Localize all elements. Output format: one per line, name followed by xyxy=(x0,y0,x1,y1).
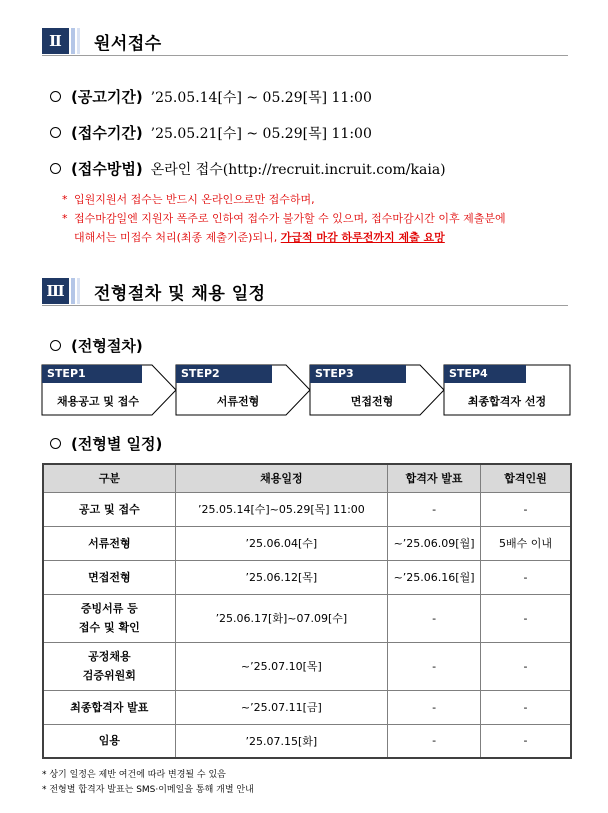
step-text: 채용공고 및 접수 xyxy=(56,395,140,408)
table-row xyxy=(43,492,571,526)
header-announcement: 합격자 발표 xyxy=(388,464,481,492)
row-date: ~’25.07.10[목] xyxy=(175,642,387,690)
row-date: ’25.06.12[목] xyxy=(175,560,387,594)
row-count: - xyxy=(481,492,571,526)
step-tag: STEP3 xyxy=(310,365,406,383)
row-announce: ~’25.06.09[월] xyxy=(388,526,481,560)
row-announce: - xyxy=(388,642,481,690)
step-3 xyxy=(310,365,444,415)
row-count: - xyxy=(481,594,571,642)
table-header-row xyxy=(43,464,571,492)
info-value: ’25.05.21[수] ~ 05.29[목] 11:00 xyxy=(150,125,372,142)
row-category xyxy=(43,594,175,642)
row-date: ’25.06.17[화]~07.09[수] xyxy=(175,594,387,642)
table-row xyxy=(43,560,571,594)
row-category-line: 접수 및 확인 xyxy=(78,621,140,634)
notice-text: 접수마감일엔 지원자 폭주로 인하여 접수가 불가할 수 있으며, 접수마감시간 이후 제출분에 xyxy=(74,212,506,225)
footnote-1: * 상기 일정은 제반 여건에 따라 변경될 수 있음 xyxy=(42,770,226,780)
notice-text: 대해서는 미접수 처리(최종 제출기준)되니, xyxy=(74,231,278,244)
table-row xyxy=(43,594,571,642)
row-category: 면접전형 xyxy=(43,560,175,594)
schedule-heading xyxy=(50,433,162,454)
footnote-2: * 전형별 합격자 발표는 SMS·이메일을 통해 개별 안내 xyxy=(42,785,254,795)
row-date: ~’25.07.11[금] xyxy=(175,690,387,724)
urgent-notice: 가급적 마감 하루전까지 제출 요망 xyxy=(280,231,445,244)
row-count: - xyxy=(481,560,571,594)
bullet-circle-icon xyxy=(50,438,61,449)
table-row xyxy=(43,690,571,724)
info-label: (접수방법) xyxy=(71,160,143,178)
process-title: (전형절차) xyxy=(71,337,143,355)
section-3-title: 전형절차 및 채용 일정 xyxy=(94,283,266,304)
row-category-line: 공정채용 xyxy=(88,650,131,663)
notice-text: 입원지원서 접수는 반드시 온라인으로만 접수하며, xyxy=(74,193,315,206)
row-category-line: 검증위원회 xyxy=(82,669,136,682)
row-date: ’25.06.04[수] xyxy=(175,526,387,560)
header-headcount: 합격인원 xyxy=(481,464,571,492)
header-schedule: 채용일정 xyxy=(175,464,387,492)
row-count: - xyxy=(481,642,571,690)
step-2 xyxy=(176,365,310,415)
info-value: ’25.05.14[수] ~ 05.29[목] 11:00 xyxy=(150,89,372,106)
step-tag: STEP1 xyxy=(42,365,142,383)
row-date: ’25.05.14[수]~05.29[목] 11:00 xyxy=(175,492,387,526)
row-announce: - xyxy=(388,690,481,724)
info-label: (접수기간) xyxy=(71,124,143,142)
row-category xyxy=(43,642,175,690)
asterisk: * xyxy=(62,212,68,225)
step-text: 최종합격자 선정 xyxy=(467,395,547,408)
row-announce: - xyxy=(388,492,481,526)
row-count: 5배수 이내 xyxy=(481,526,571,560)
header-category: 구분 xyxy=(43,464,175,492)
row-category: 임용 xyxy=(43,724,175,758)
info-value[interactable]: 온라인 접수(http://recruit.incruit.com/kaia) xyxy=(150,161,446,178)
row-count: - xyxy=(481,724,571,758)
row-category-line: 증빙서류 등 xyxy=(80,602,138,615)
row-announce: - xyxy=(388,594,481,642)
row-category: 최종합격자 발표 xyxy=(43,690,175,724)
step-1 xyxy=(42,365,176,415)
schedule-title: (전형별 일정) xyxy=(71,435,163,453)
step-tag: STEP4 xyxy=(444,365,526,383)
schedule-table xyxy=(42,463,572,759)
row-category: 서류전형 xyxy=(43,526,175,560)
section-2-number: Ⅱ xyxy=(42,28,69,54)
row-announce: ~’25.06.16[월] xyxy=(388,560,481,594)
row-announce: - xyxy=(388,724,481,758)
step-tag: STEP2 xyxy=(176,365,272,383)
section-3-number: Ⅲ xyxy=(42,278,69,304)
section-2-title: 원서접수 xyxy=(94,33,162,54)
row-date: ’25.07.15[화] xyxy=(175,724,387,758)
step-text: 면접전형 xyxy=(350,395,394,408)
row-count: - xyxy=(481,690,571,724)
table-row xyxy=(43,724,571,758)
step-4 xyxy=(444,365,570,415)
info-label: (공고기간) xyxy=(71,88,143,106)
row-category: 공고 및 접수 xyxy=(43,492,175,526)
asterisk: * xyxy=(62,193,68,206)
table-row xyxy=(43,642,571,690)
table-row xyxy=(43,526,571,560)
step-text: 서류전형 xyxy=(216,395,260,408)
